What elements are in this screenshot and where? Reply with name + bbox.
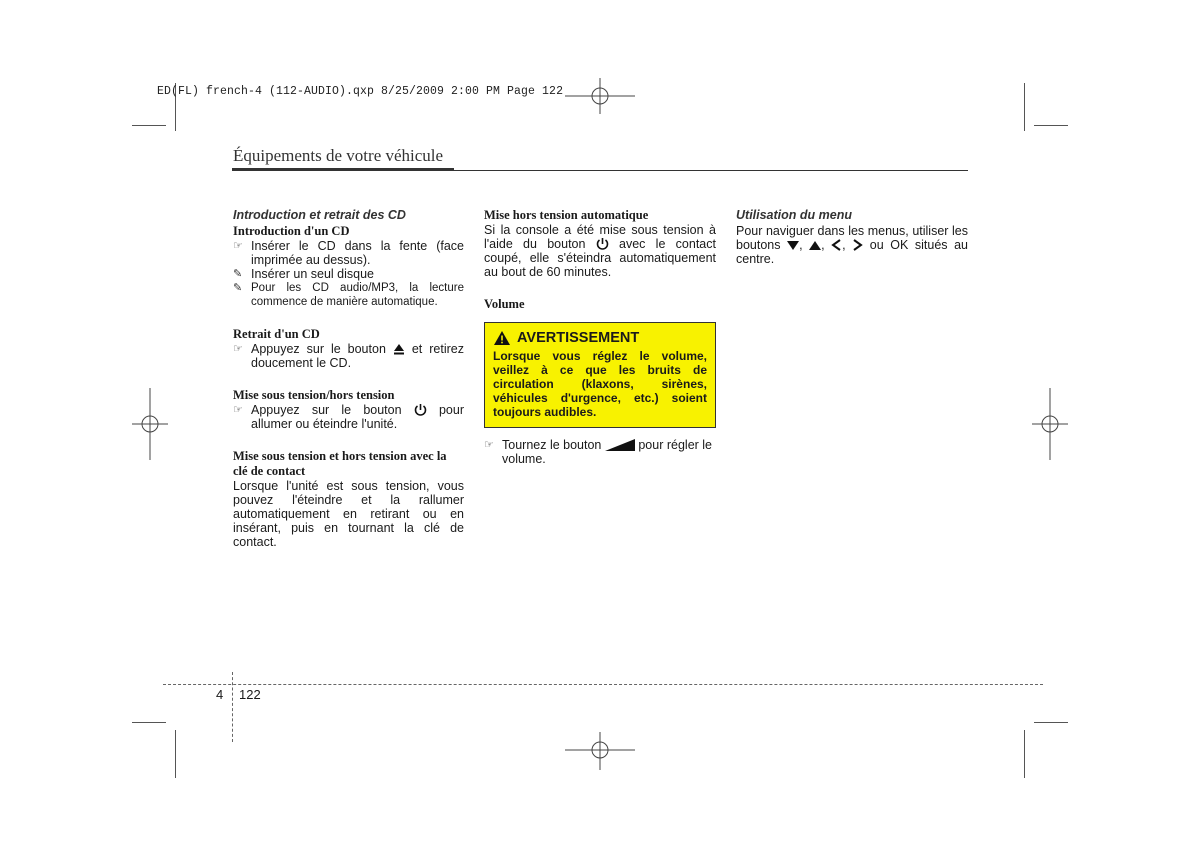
registration-mark-right <box>1030 388 1070 460</box>
list-item: ✎ Insérer un seul disque <box>233 267 374 281</box>
print-header: ED(FL) french-4 (112-AUDIO).qxp 8/25/2009 2:00 PM Page 122 <box>157 85 564 98</box>
ignition-power-text: Lorsque l'unité est sous tension, vous pouvez l'éteindre et la rallumer automatiquement en retirant ou en insérant, puis en tournant la clé de contact. <box>233 479 464 549</box>
footer-dashed-rule <box>163 684 1043 685</box>
section-title: Équipements de votre véhicule <box>233 146 444 165</box>
crop-mark-bottom-left-v <box>175 730 176 778</box>
warning-text: Lorsque vous réglez le volume, veillez à ce que les bruits de circulation (klaxons, sirènes, véhicules d'urgence, etc.) soient toujours audibles. <box>493 349 707 419</box>
pointing-hand-icon: ☞ <box>484 439 494 451</box>
warning-triangle-icon <box>493 330 511 346</box>
column-middle <box>484 208 716 466</box>
power-heading: Mise sous tension/hors tension <box>233 388 395 402</box>
crop-mark-top-right-h <box>1034 125 1068 126</box>
list-item: ☞ Insérer le CD dans la fente (face imprimée au dessus). <box>233 239 464 267</box>
pencil-icon: ✎ <box>233 268 243 280</box>
auto-off-text: Si la console a été mise sous tension à l'aide du bouton avec le contact coupé, elle s'éteindra automatiquement au bout de 60 minutes. <box>484 223 716 279</box>
crop-mark-bottom-right-v <box>1024 730 1025 778</box>
arrow-up-icon <box>809 240 821 251</box>
cd-eject-heading: Retrait d'un CD <box>233 327 320 341</box>
crop-mark-bottom-left-h <box>132 722 166 723</box>
warning-title: AVERTISSEMENT <box>517 330 640 346</box>
registration-mark-left <box>130 388 170 460</box>
column-left <box>233 208 464 549</box>
list-item: ☞ Appuyez sur le bouton et retirez doucement le CD. <box>233 342 464 370</box>
pointing-hand-icon: ☞ <box>233 343 243 355</box>
power-icon <box>414 403 427 416</box>
volume-heading: Volume <box>484 297 525 311</box>
volume-knob-icon <box>605 439 635 451</box>
pencil-icon: ✎ <box>233 282 243 294</box>
list-item: ☞ Tournez le bouton pour régler le volume. <box>484 438 713 466</box>
arrow-down-icon <box>787 240 799 251</box>
crop-mark-top-right-v <box>1024 83 1025 131</box>
arrow-left-icon <box>831 239 842 251</box>
list-item: ☞ Appuyez sur le bouton pour allumer ou éteindre l'unité. <box>233 403 464 431</box>
column-right <box>736 208 968 266</box>
title-rule-thin <box>454 170 968 171</box>
eject-icon <box>393 343 405 355</box>
registration-mark-bottom <box>565 730 635 770</box>
list-item: ✎ Pour les CD audio/MP3, la lecture commence de manière automatique. <box>233 282 464 308</box>
ignition-power-heading: Mise sous tension et hors tension avec la clé de contact <box>233 449 447 478</box>
power-icon <box>596 237 609 250</box>
chapter-number: 4 <box>216 687 224 702</box>
auto-off-heading: Mise hors tension automatique <box>484 208 649 222</box>
cd-insert-heading: Introduction d'un CD <box>233 224 350 238</box>
cd-section-heading: Introduction et retrait des CD <box>233 208 406 222</box>
crop-mark-bottom-right-h <box>1034 722 1068 723</box>
arrow-right-icon <box>852 239 863 251</box>
title-rule-thick <box>232 168 454 171</box>
crop-mark-top-left-h <box>132 125 166 126</box>
warning-box <box>484 322 716 428</box>
registration-mark-top <box>565 78 635 114</box>
pointing-hand-icon: ☞ <box>233 404 243 416</box>
page-number: 122 <box>239 687 261 702</box>
footer-dashed-divider <box>232 672 233 742</box>
menu-text: Pour naviguer dans les menus, utiliser les boutons , , , ou OK situés au centre. <box>736 224 968 266</box>
pointing-hand-icon: ☞ <box>233 240 243 252</box>
menu-heading: Utilisation du menu <box>736 208 852 222</box>
